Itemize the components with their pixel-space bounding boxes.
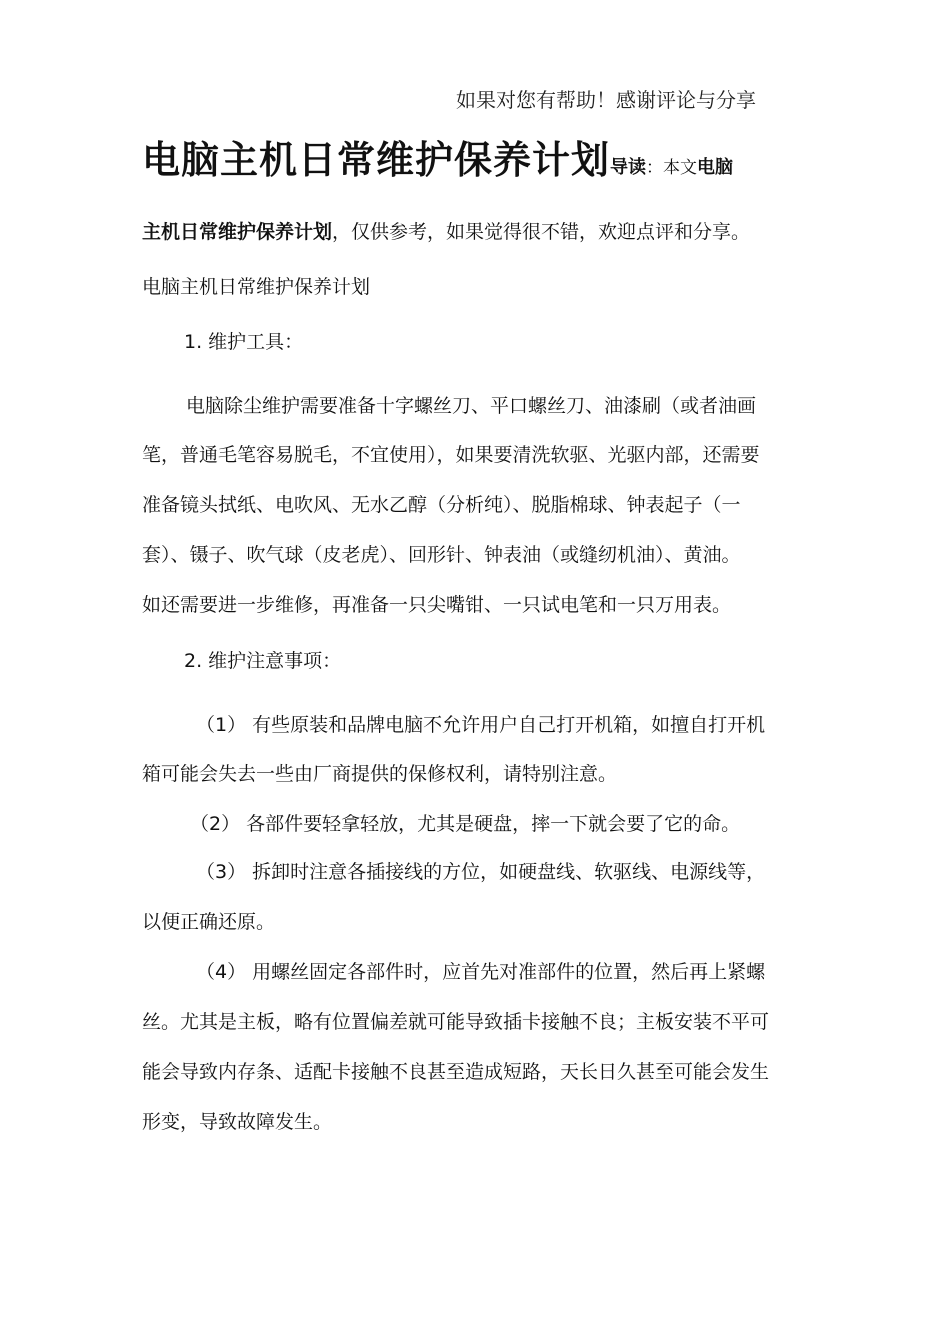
intro-rest: ，仅供参考，如果觉得很不错，欢迎点评和分享。 — [332, 221, 751, 243]
item-4-line: 丝。尤其是主板，略有位置偏差就可能导致插卡接触不良；主板安装不平可 — [142, 1011, 770, 1033]
subtitle: 电脑主机日常维护保养计划 — [142, 276, 371, 298]
item-1-line: （1） 有些原装和品牌电脑不允许用户自己打开机箱，如擅自打开机 — [196, 714, 766, 736]
item-4-line: 能会导致内存条、适配卡接触不良甚至造成短路，天长日久甚至可能会发生 — [142, 1061, 770, 1083]
section1-line: 如还需要进一步维修，再准备一只尖嘴钳、一只试电笔和一只万用表。 — [142, 594, 732, 616]
item-1-line: 箱可能会失去一些由厂商提供的保修权利，请特别注意。 — [142, 763, 618, 785]
section2-heading: 2. 维护注意事项： — [184, 650, 342, 672]
lead-bold-tail: 电脑 — [697, 157, 734, 178]
lead-label: 导读 — [610, 157, 647, 178]
section1-line: 笔，普通毛笔容易脱毛，不宜使用），如果要清洗软驱、光驱内部，还需要 — [142, 444, 760, 466]
section1-line: 套）、镊子、吹气球（皮老虎）、回形针、钟表油（或缝纫机油）、黄油。 — [142, 544, 741, 566]
item-2-line: （2） 各部件要轻拿轻放，尤其是硬盘，摔一下就会要了它的命。 — [190, 813, 741, 835]
section1-line: 准备镜头拭纸、电吹风、无水乙醇（分析纯）、脱脂棉球、钟表起子（一 — [142, 494, 741, 516]
item-3-line: （3） 拆卸时注意各插接线的方位，如硬盘线、软驱线、电源线等， — [196, 861, 766, 883]
section1-heading: 1. 维护工具： — [184, 331, 304, 353]
title-line — [142, 135, 733, 185]
item-4-line: 形变，导致故障发生。 — [142, 1111, 333, 1133]
lead-colon: ：本文 — [646, 158, 698, 178]
intro-bold: 主机日常维护保养计划 — [142, 221, 333, 243]
document-title: 电脑主机日常维护保养计划 — [142, 138, 611, 182]
item-4-line: （4） 用螺丝固定各部件时，应首先对准部件的位置，然后再上紧螺 — [196, 961, 766, 983]
header-note: 如果对您有帮助！感谢评论与分享 — [456, 88, 756, 112]
section1-line: 电脑除尘维护需要准备十字螺丝刀、平口螺丝刀、油漆刷（或者油画 — [186, 395, 757, 417]
intro-line — [142, 219, 750, 245]
item-3-line: 以便正确还原。 — [142, 911, 276, 933]
